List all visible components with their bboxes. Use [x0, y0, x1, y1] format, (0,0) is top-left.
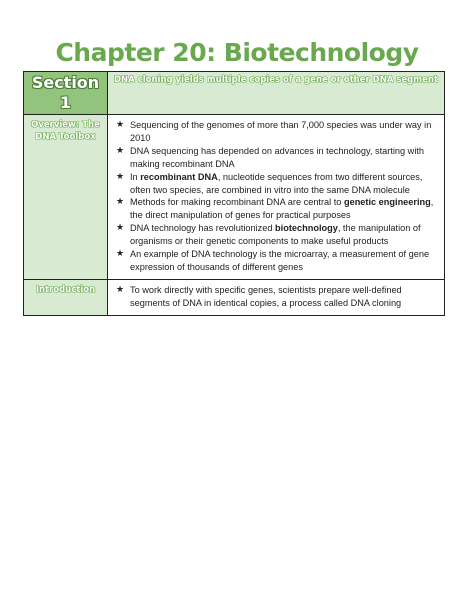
- star-bullet-icon: ★: [116, 284, 125, 295]
- bullet-text: Sequencing of the genomes of more than 7,000 species was under way in 2010: [130, 120, 432, 143]
- row-topic: Introduction: [24, 279, 108, 315]
- section-label: Section 1: [31, 73, 100, 112]
- bullet-text: , the direct manipulation of genes for practical purposes: [130, 197, 434, 221]
- row-notes: [108, 279, 445, 315]
- star-bullet-icon: ★: [116, 171, 125, 182]
- notes-table: [23, 71, 445, 316]
- key-term: recombinant DNA: [140, 171, 218, 182]
- star-bullet-icon: ★: [116, 145, 125, 156]
- bullet-item: [114, 222, 438, 248]
- key-term: biotechnology: [275, 223, 338, 234]
- bullet-list: [114, 119, 438, 274]
- notes-row: [24, 279, 445, 315]
- bullet-item: [114, 171, 438, 197]
- bullet-item: [114, 248, 438, 274]
- chapter-title: Chapter 20: Biotechnology: [55, 38, 419, 67]
- star-bullet-icon: ★: [116, 249, 125, 260]
- star-bullet-icon: ★: [116, 120, 125, 130]
- bullet-text: DNA sequencing has depended on advances in technology, starting with making recombinant DNA: [130, 145, 425, 169]
- row-notes: [108, 115, 445, 280]
- row-topic: Overview: The DNA Toolbox: [24, 115, 108, 280]
- star-bullet-icon: ★: [116, 223, 125, 234]
- bullet-item: [114, 196, 438, 222]
- bullet-text: DNA technology has revolutionized: [130, 223, 276, 234]
- bullet-text: Methods for making recombinant DNA are central to: [130, 197, 344, 208]
- bullet-item: [114, 119, 438, 145]
- section-label-cell: [24, 72, 108, 115]
- bullet-list: [114, 284, 438, 310]
- bullet-text: , nucleotide sequences from two different sources, often two species, are combined in vitro into the same DNA molecule: [130, 171, 423, 195]
- bullet-text: To work directly with specific genes, scientists prepare well-defined segments of DNA in identical copies, a process called DNA cloning: [130, 284, 402, 308]
- bullet-text: An example of DNA technology is the microarray, a measurement of gene expression of thousands of different genes: [130, 249, 430, 272]
- notes-row: [24, 115, 445, 280]
- bullet-text: In: [130, 171, 141, 182]
- bullet-item: [114, 284, 438, 310]
- key-term: genetic engineering: [343, 197, 431, 208]
- bullet-text: , the manipulation of organisms or their genetic components to make useful products: [130, 223, 421, 247]
- star-bullet-icon: ★: [116, 197, 125, 208]
- bullet-item: [114, 145, 438, 171]
- section-heading: DNA cloning yields multiple copies of a gene or other DNA segment: [108, 72, 445, 115]
- section-header-row: [24, 72, 445, 115]
